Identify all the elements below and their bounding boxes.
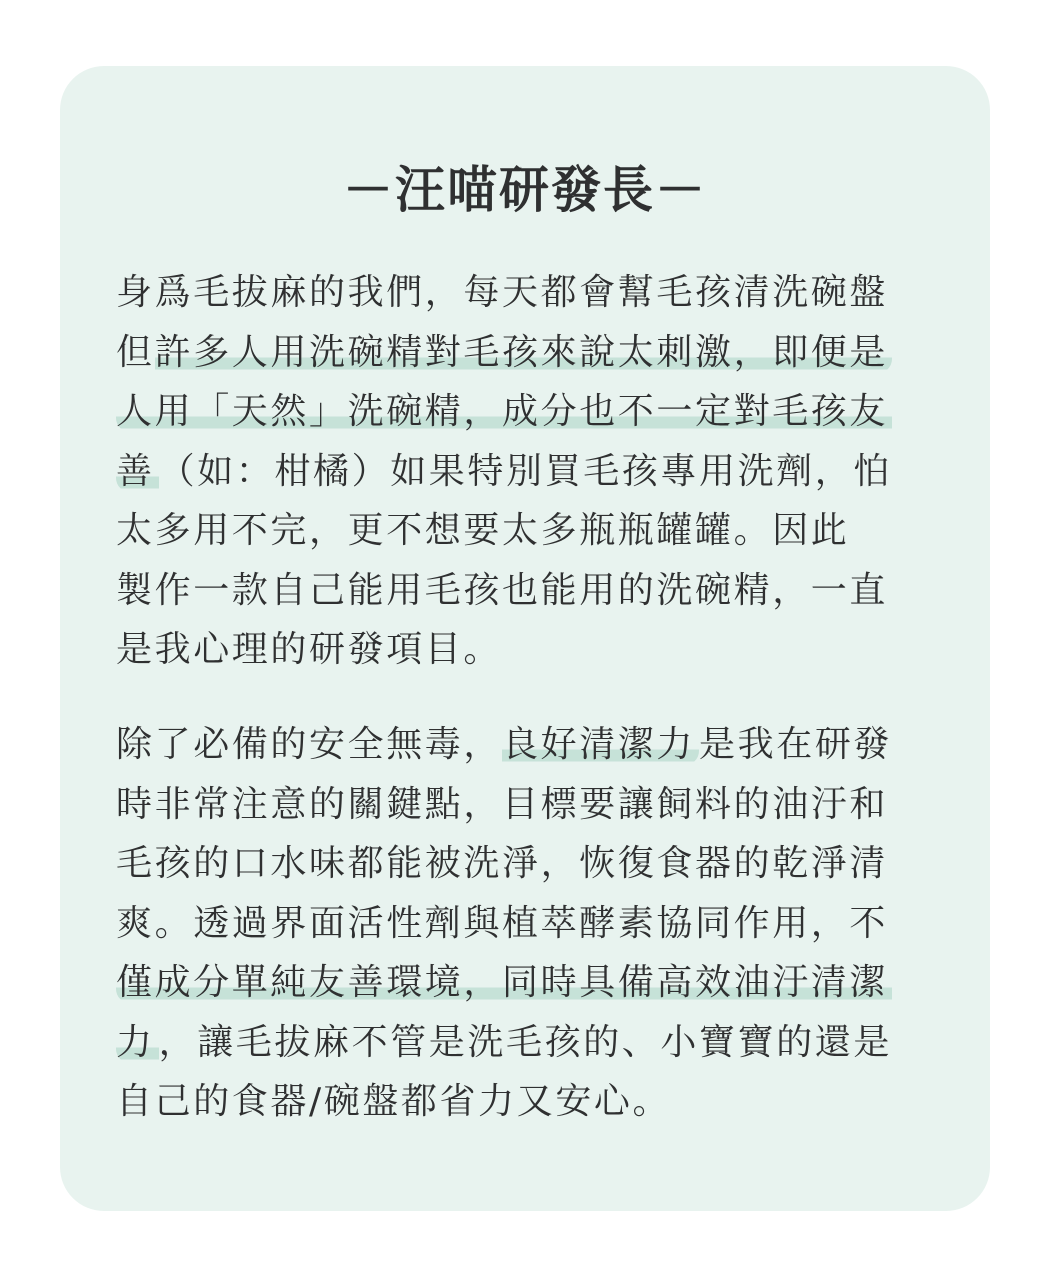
- line-text: 是我在研發: [699, 724, 893, 765]
- line-text: ，讓毛拔麻不管是洗毛孩的、小寶寶的還是: [158, 1021, 893, 1063]
- text-line: [116, 620, 946, 680]
- line-text: （如：柑橘）如果特別買毛孩專用洗劑，怕: [158, 450, 893, 492]
- line-text: 爽。透過界面活性劑與植萃酵素協同作用，不: [116, 902, 889, 944]
- line-text: 除了必備的安全無毒，: [116, 724, 503, 765]
- paragraph-cleaning-power: [116, 715, 946, 1132]
- text-line: [116, 775, 946, 835]
- text-line: [116, 501, 946, 561]
- text-line: [116, 953, 946, 1013]
- text-line: [116, 1013, 946, 1073]
- line-text: 毛孩的口水味都能被洗淨，恢復食器的乾淨清: [116, 843, 889, 884]
- line-text: 製作一款自己能用毛孩也能用的洗碗精，一直: [116, 569, 889, 611]
- text-line: [116, 323, 946, 383]
- paragraph-intro: [116, 263, 946, 680]
- highlighted-text: 許多人用洗碗精對毛孩來說太刺激，即便是: [155, 332, 892, 373]
- text-line: [116, 715, 946, 775]
- text-line: [116, 834, 946, 894]
- text-line: [116, 1072, 946, 1132]
- section-title: －汪喵研發長－: [343, 161, 707, 219]
- line-text: 但: [116, 331, 155, 373]
- highlighted-text: 良好清潔力: [502, 724, 699, 765]
- line-text: 是我心理的研發項目。: [116, 629, 503, 670]
- highlighted-text: 力: [116, 1022, 159, 1063]
- text-line: [116, 561, 946, 621]
- highlighted-text: 僅成分單純友善環境，同時具備高效油汙清潔: [116, 962, 892, 1003]
- line-text: 太多用不完，更不想要太多瓶瓶罐罐。因此: [116, 510, 850, 551]
- line-text: 時非常注意的關鍵點，目標要讓飼料的油汙和: [116, 783, 889, 825]
- line-text: 身爲毛拔麻的我們，每天都會幫毛孩清洗碗盤: [116, 272, 889, 313]
- text-line: [116, 442, 946, 502]
- highlighted-text: 人用「天然」洗碗精，成分也不一定對毛孩友: [116, 391, 892, 432]
- text-line: [116, 894, 946, 954]
- text-line: [116, 263, 946, 323]
- highlighted-text: 善: [116, 451, 159, 492]
- line-text: 自己的食器/碗盤都省力又安心。: [116, 1081, 672, 1122]
- text-line: [116, 382, 946, 442]
